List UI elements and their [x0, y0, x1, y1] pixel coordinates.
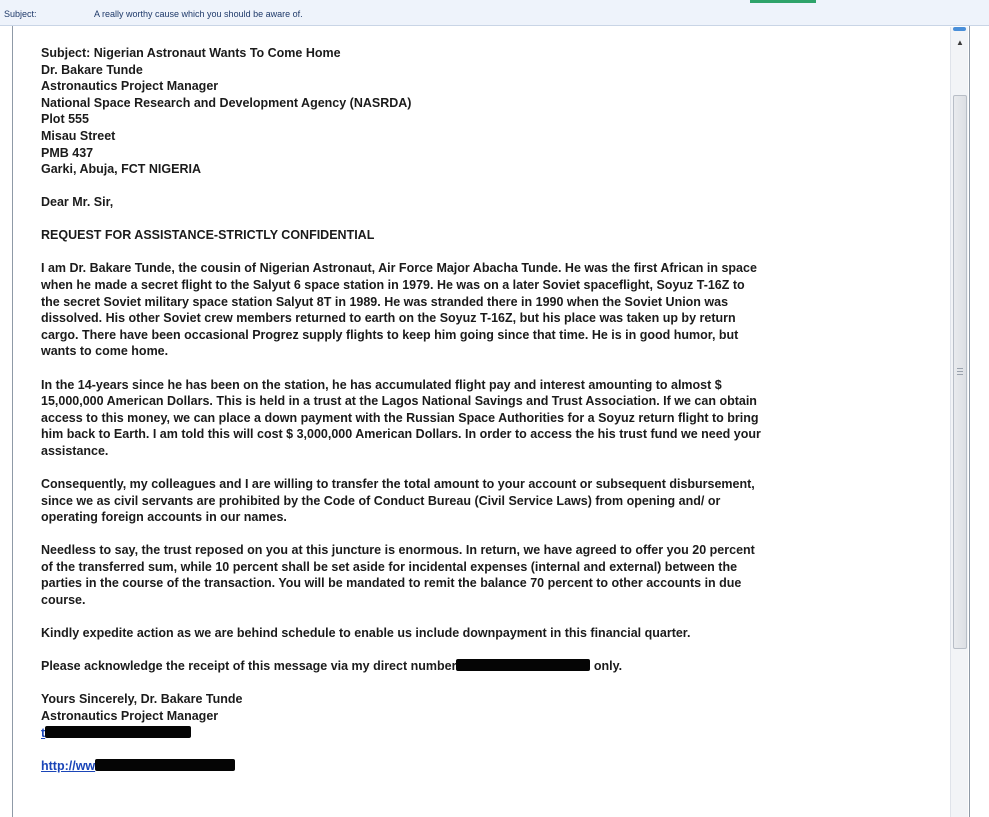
redacted-email: [45, 726, 191, 738]
request-heading: REQUEST FOR ASSISTANCE-STRICTLY CONFIDENTIAL: [41, 228, 375, 243]
paragraph-6-text: Please acknowledge the receipt of this message via my direct number: [41, 659, 457, 674]
url-link[interactable]: [41, 758, 921, 775]
sender-line: Subject: Nigerian Astronaut Wants To Come Home: [41, 46, 341, 60]
paragraph-line: operating foreign accounts in our names.: [41, 510, 287, 525]
paragraph-line: assistance.: [41, 443, 109, 458]
paragraph-5: Kindly expedite action as we are behind schedule to enable us include downpayment in this financial quarter.: [41, 626, 691, 641]
paragraph-line: Needless to say, the trust reposed on you at this juncture is enormous. In return, we have agreed to offer you 20 percent: [41, 543, 755, 558]
paragraph-line: access to this money, we can place a down payment with the Russian Space Authorities for a Soyuz return flight to bring: [41, 410, 759, 425]
email-link[interactable]: [41, 725, 921, 742]
paragraph-line: wants to come home.: [41, 344, 169, 359]
paragraph-line: I am Dr. Bakare Tunde, the cousin of Nigerian Astronaut, Air Force Major Abacha Tunde. He was the first African in space: [41, 261, 757, 276]
paragraph-6: [41, 658, 921, 675]
grip-icon: [957, 368, 963, 375]
paragraph-line: parties in the course of the transaction. You will be mandated to remit the balance 70 percent to other accounts in due: [41, 576, 742, 591]
sender-block: [41, 45, 921, 178]
paragraph-1: [41, 260, 921, 360]
redacted-url: [95, 759, 235, 771]
redacted-phone-number: [456, 659, 590, 671]
paragraph-line: course.: [41, 593, 86, 608]
url-link-text[interactable]: http://ww: [41, 758, 96, 773]
subject-value: A really worthy cause which you should be aware of.: [94, 9, 303, 19]
signature-block: [41, 691, 921, 741]
paragraph-line: when he made a secret flight to the Salyut 6 space station in 1979. He was on a later Soviet spaceflight, Soyuz T-16Z to: [41, 278, 745, 293]
sender-line: PMB 437: [41, 145, 94, 160]
paragraph-line: cargo. There have been occasional Progrez supply flights to keep him going since that time. He is in good humor, but: [41, 327, 739, 342]
sender-line: Misau Street: [41, 128, 116, 143]
paragraph-2: [41, 377, 921, 460]
email-link-text[interactable]: t: [41, 725, 46, 740]
paragraph-4: [41, 542, 921, 608]
paragraph-line: since we as civil servants are prohibited by the Code of Conduct Bureau (Civil Service Laws) from opening and/ or: [41, 493, 721, 508]
paragraph-6-text-end: only.: [590, 659, 623, 674]
sender-line: Plot 555: [41, 112, 89, 127]
url-block: [41, 758, 921, 775]
scroll-up-arrow-icon[interactable]: ▲: [956, 37, 964, 47]
paragraph-line: him back to Earth. I am told this will cost $ 3,000,000 American Dollars. In order to access the his trust fund we need your: [41, 427, 761, 442]
message-body-pane[interactable]: [12, 26, 970, 817]
scrollbar-thumb[interactable]: [953, 95, 967, 649]
paragraph-line: Consequently, my colleagues and I are willing to transfer the total amount to your account or subsequent disbursement,: [41, 476, 755, 491]
vertical-scrollbar[interactable]: [950, 27, 968, 817]
paragraph-line: of the transferred sum, while 10 percent shall be set aside for incidental expenses (internal and external) between the: [41, 559, 738, 574]
paragraph-line: dissolved. His other Soviet crew members returned to earth on the Soyuz T-16Z, but his place was taken up by return: [41, 311, 736, 326]
message-text: [41, 45, 921, 791]
greeting: Dear Mr. Sir,: [41, 195, 114, 210]
subject-bar: [0, 0, 989, 26]
signoff-line: Yours Sincerely, Dr. Bakare Tunde: [41, 692, 243, 707]
paragraph-line: In the 14-years since he has been on the station, he has accumulated flight pay and interest amounting to almost $: [41, 377, 722, 392]
sender-line: National Space Research and Development Agency (NASRDA): [41, 95, 412, 110]
sender-line: Dr. Bakare Tunde: [41, 62, 143, 77]
subject-label: Subject:: [4, 9, 37, 19]
accent-tab: [750, 0, 816, 3]
scrollbar-top-cap: [953, 27, 966, 31]
paragraph-3: [41, 476, 921, 526]
paragraph-line: 15,000,000 American Dollars. This is held in a trust at the Lagos National Savings and Trust Association. If we can obtain: [41, 394, 757, 409]
sender-line: Astronautics Project Manager: [41, 79, 219, 94]
sender-line: Garki, Abuja, FCT NIGERIA: [41, 162, 201, 177]
paragraph-line: the secret Soviet military space station Salyut 8T in 1989. He was stranded there in 1990 when the Soviet Union was: [41, 294, 729, 309]
signoff-title: Astronautics Project Manager: [41, 708, 219, 723]
